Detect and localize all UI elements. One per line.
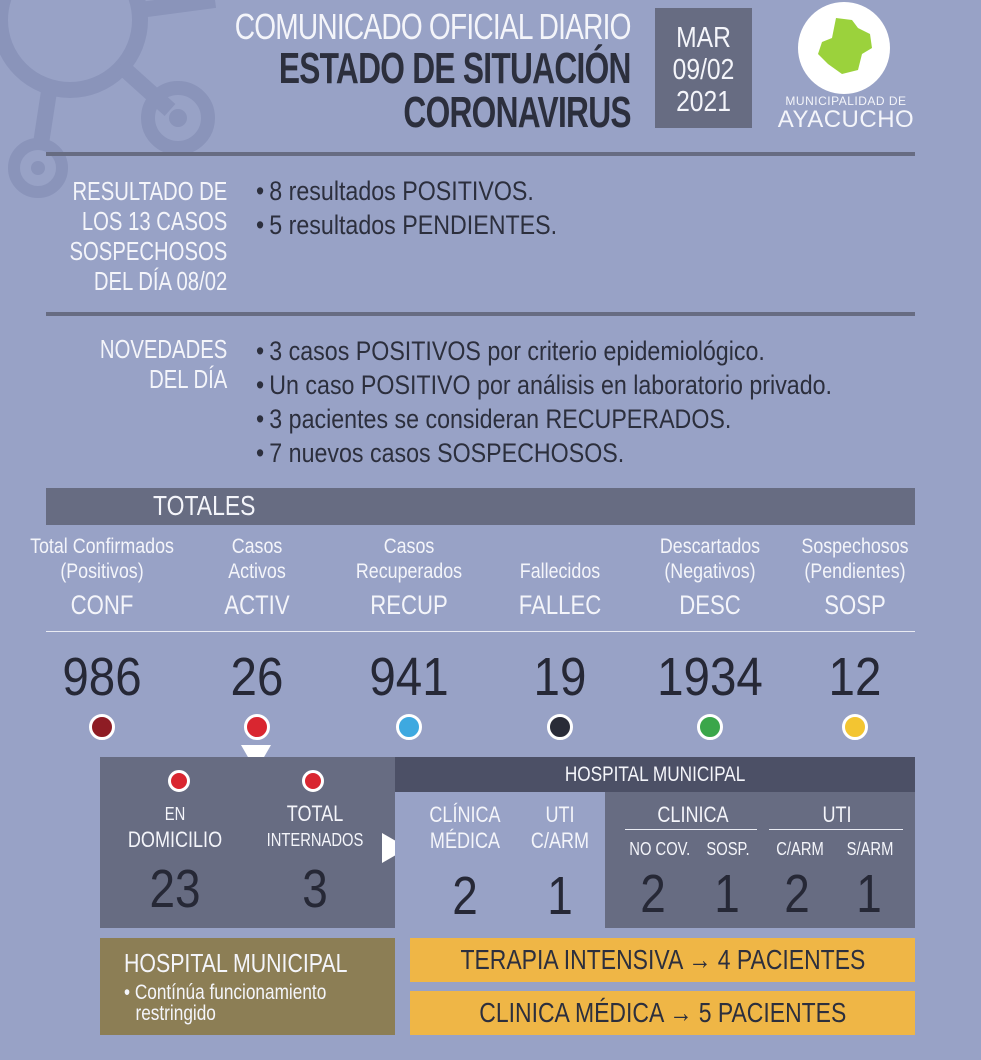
total-sosp: Sospechosos (Pendientes) SOSP 12: [770, 534, 940, 621]
divider: [46, 631, 915, 632]
hospital-panel-b: CLINICA NO COV. SOSP. 2 1 UTI C/ARM S/ARM 2 1: [605, 792, 915, 928]
clinica-medica-cell: CLÍNICA MÉDICA 2: [429, 802, 501, 926]
hospital-status-note: • Contínúa funcionamiento restringido: [124, 981, 327, 1025]
novedades-label: NOVEDADES DEL DÍA: [99, 334, 227, 394]
clinica-cell: CLINICA: [657, 802, 729, 827]
municipality-label-big: AYACUCHO: [777, 106, 915, 133]
red-dot-icon: [302, 770, 324, 792]
total-value: 1934: [657, 647, 763, 707]
date-box: [655, 8, 752, 128]
map-icon: [812, 14, 876, 78]
hospital-status-title: HOSPITAL MUNICIPAL: [124, 948, 348, 978]
resultados-list: [256, 174, 606, 242]
status-dot: [547, 714, 573, 740]
total-recup: Casos Recuperados RECUP 941: [324, 534, 494, 621]
header-line3: CORONAVIRUS: [403, 88, 631, 137]
total-value: 12: [828, 647, 882, 707]
total-value: 941: [369, 647, 449, 707]
list-item: • 8 resultados POSITIVOS.: [256, 174, 557, 208]
status-dot: [244, 714, 270, 740]
status-dot: [842, 714, 868, 740]
total-value: 19: [533, 647, 587, 707]
logo: [798, 2, 890, 94]
municipality-label-small: MUNICIPALIDAD DE: [785, 94, 907, 108]
clinica-medica-box: CLINICA MÉDICA → 5 PACIENTES: [410, 991, 915, 1035]
total-desc: Descartados (Negativos) DESC 1934: [625, 534, 795, 621]
hospital-status-box: [100, 938, 395, 1035]
resultados-label: RESULTADO DE LOS 13 CASOS SOSPECHOSOS DEL DÍA 08/02: [69, 176, 227, 296]
domicilio-cell: EN DOMICILIO 23: [127, 804, 223, 919]
date-day-month: 09/02: [672, 54, 735, 86]
total-code: FALLEC: [518, 590, 602, 620]
clinica-value1: 2: [640, 864, 666, 924]
hospital-header: HOSPITAL MUNICIPAL: [395, 757, 915, 792]
status-dot: [396, 714, 422, 740]
total-code: CONF: [70, 590, 134, 620]
uti-value1: 2: [784, 864, 810, 924]
hospital-panel-a: [395, 792, 605, 928]
divider: [46, 312, 915, 316]
list-item: • Un caso POSITIVO por análisis en laboratorio privado.: [256, 368, 832, 402]
status-dot: [697, 714, 723, 740]
total-value: 26: [230, 647, 284, 707]
total-code: ACTIV: [224, 590, 290, 620]
red-dot-icon: [168, 770, 190, 792]
internados-cell: TOTAL INTERNADOS 3: [266, 801, 364, 919]
total-code: RECUP: [370, 590, 448, 620]
header-line2: ESTADO DE SITUACIÓN: [279, 44, 631, 93]
list-item: • 3 pacientes se consideran RECUPERADOS.: [256, 402, 832, 436]
totals-title: TOTALES: [153, 490, 256, 521]
clinica-value2: 1: [714, 864, 740, 924]
date-year: 2021: [676, 86, 731, 118]
terapia-intensiva-box: TERAPIA INTENSIVA → 4 PACIENTES: [410, 938, 915, 982]
divider: [625, 829, 757, 830]
date-weekday: MAR: [676, 22, 731, 54]
divider: [46, 152, 915, 156]
uti-cell: UTI: [822, 802, 852, 827]
total-value: 986: [62, 647, 142, 707]
total-code: DESC: [679, 590, 741, 620]
status-dot: [89, 714, 115, 740]
total-code: SOSP: [824, 590, 886, 620]
novedades-list: [256, 334, 926, 470]
total-activ: Casos Activos ACTIV 26: [172, 534, 342, 621]
header-line1: COMUNICADO OFICIAL DIARIO: [234, 6, 631, 47]
list-item: • 5 resultados PENDIENTES.: [256, 208, 557, 242]
active-cases-panel: [100, 757, 395, 928]
uti-carm-cell: UTI C/ARM 1: [530, 802, 590, 926]
total-conf: Total Confirmados (Positivos) CONF 986: [17, 534, 187, 621]
list-item: • 3 casos POSITIVOS por criterio epidemiológico.: [256, 334, 832, 368]
uti-value2: 1: [856, 864, 882, 924]
total-fallec: Fallecidos FALLEC 19: [475, 534, 645, 621]
divider: [769, 829, 903, 830]
list-item: • 7 nuevos casos SOSPECHOSOS.: [256, 436, 832, 470]
